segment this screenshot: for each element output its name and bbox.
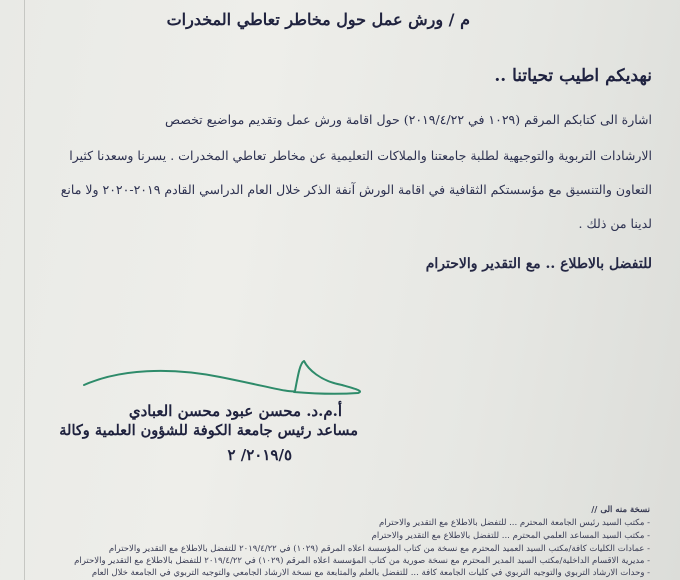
body-line: لدينا من ذلك .	[578, 216, 652, 231]
cc-line: - مديرية الاقسام الداخلية/مكتب السيد المدير المحترم مع نسخة صورية من كتاب المؤسسة اعلاه المرقم (١٠٢٩) في ٢٠١٩/٤/٢٢ للتفضل بالاطلاع مع التقدير والاحترام	[74, 556, 650, 566]
paper-fold-line	[24, 0, 25, 580]
cc-line: - مكتب السيد المساعد العلمي المحترم ... للتفضل بالاطلاع مع التقدير والاحترام	[371, 531, 650, 541]
handwritten-signature	[80, 355, 370, 405]
letter-subject: م / ورش عمل حول مخاطر تعاطي المخدرات	[166, 10, 470, 29]
letter-greeting: نهديكم اطيب تحياتنا ..	[494, 66, 652, 86]
letter-date: ٢٠١٩/٥/ ٢	[227, 446, 292, 464]
cc-line: - وحدات الارشاد التربوي والتوجيه التربوي في كليات الجامعة كافة ... للتفضل بالعلم والمتابعة مع نسخة الارشاد الجامعي والتوجيه التربوي في الجامعة خلال العام	[91, 568, 650, 578]
body-line: اشارة الى كتابكم المرقم (١٠٢٩ في ٢٠١٩/٤/٢٢) حول اقامة ورش عمل وتقديم مواضيع تخصص	[164, 112, 652, 127]
cc-line: - مكتب السيد رئيس الجامعة المحترم ... للتفضل بالاطلاع مع التقدير والاحترام	[378, 518, 650, 528]
cc-heading: نسخة منه الى //	[591, 505, 650, 515]
body-line: التعاون والتنسيق مع مؤسستكم الثقافية في اقامة الورش آنفة الذكر خلال العام الدراسي القادم ٢٠١٩-٢٠٢٠ ولا مانع	[60, 182, 652, 197]
cc-line: - عمادات الكليات كافة/مكتب السيد العميد المحترم مع نسخة من كتاب المؤسسة اعلاه المرقم (١٠٢٩) في ٢٠١٩/٤/٢٢ للتفضل بالاطلاع مع التقدير والاحترام	[108, 544, 650, 554]
signatory-title: مساعد رئيس جامعة الكوفة للشؤون العلمية وكالة	[59, 422, 358, 439]
body-line: الارشادات التربوية والتوجيهية لطلبة جامعتنا والملاكات التعليمية عن مخاطر تعاطي المخدرات . يسرنا وسعدنا كثيرا	[69, 148, 652, 163]
letter-closing: للتفضل بالاطلاع .. مع التقدير والاحترام	[425, 256, 652, 272]
signatory-name: أ.م.د. محسن عبود محسن العبادي	[128, 402, 342, 420]
